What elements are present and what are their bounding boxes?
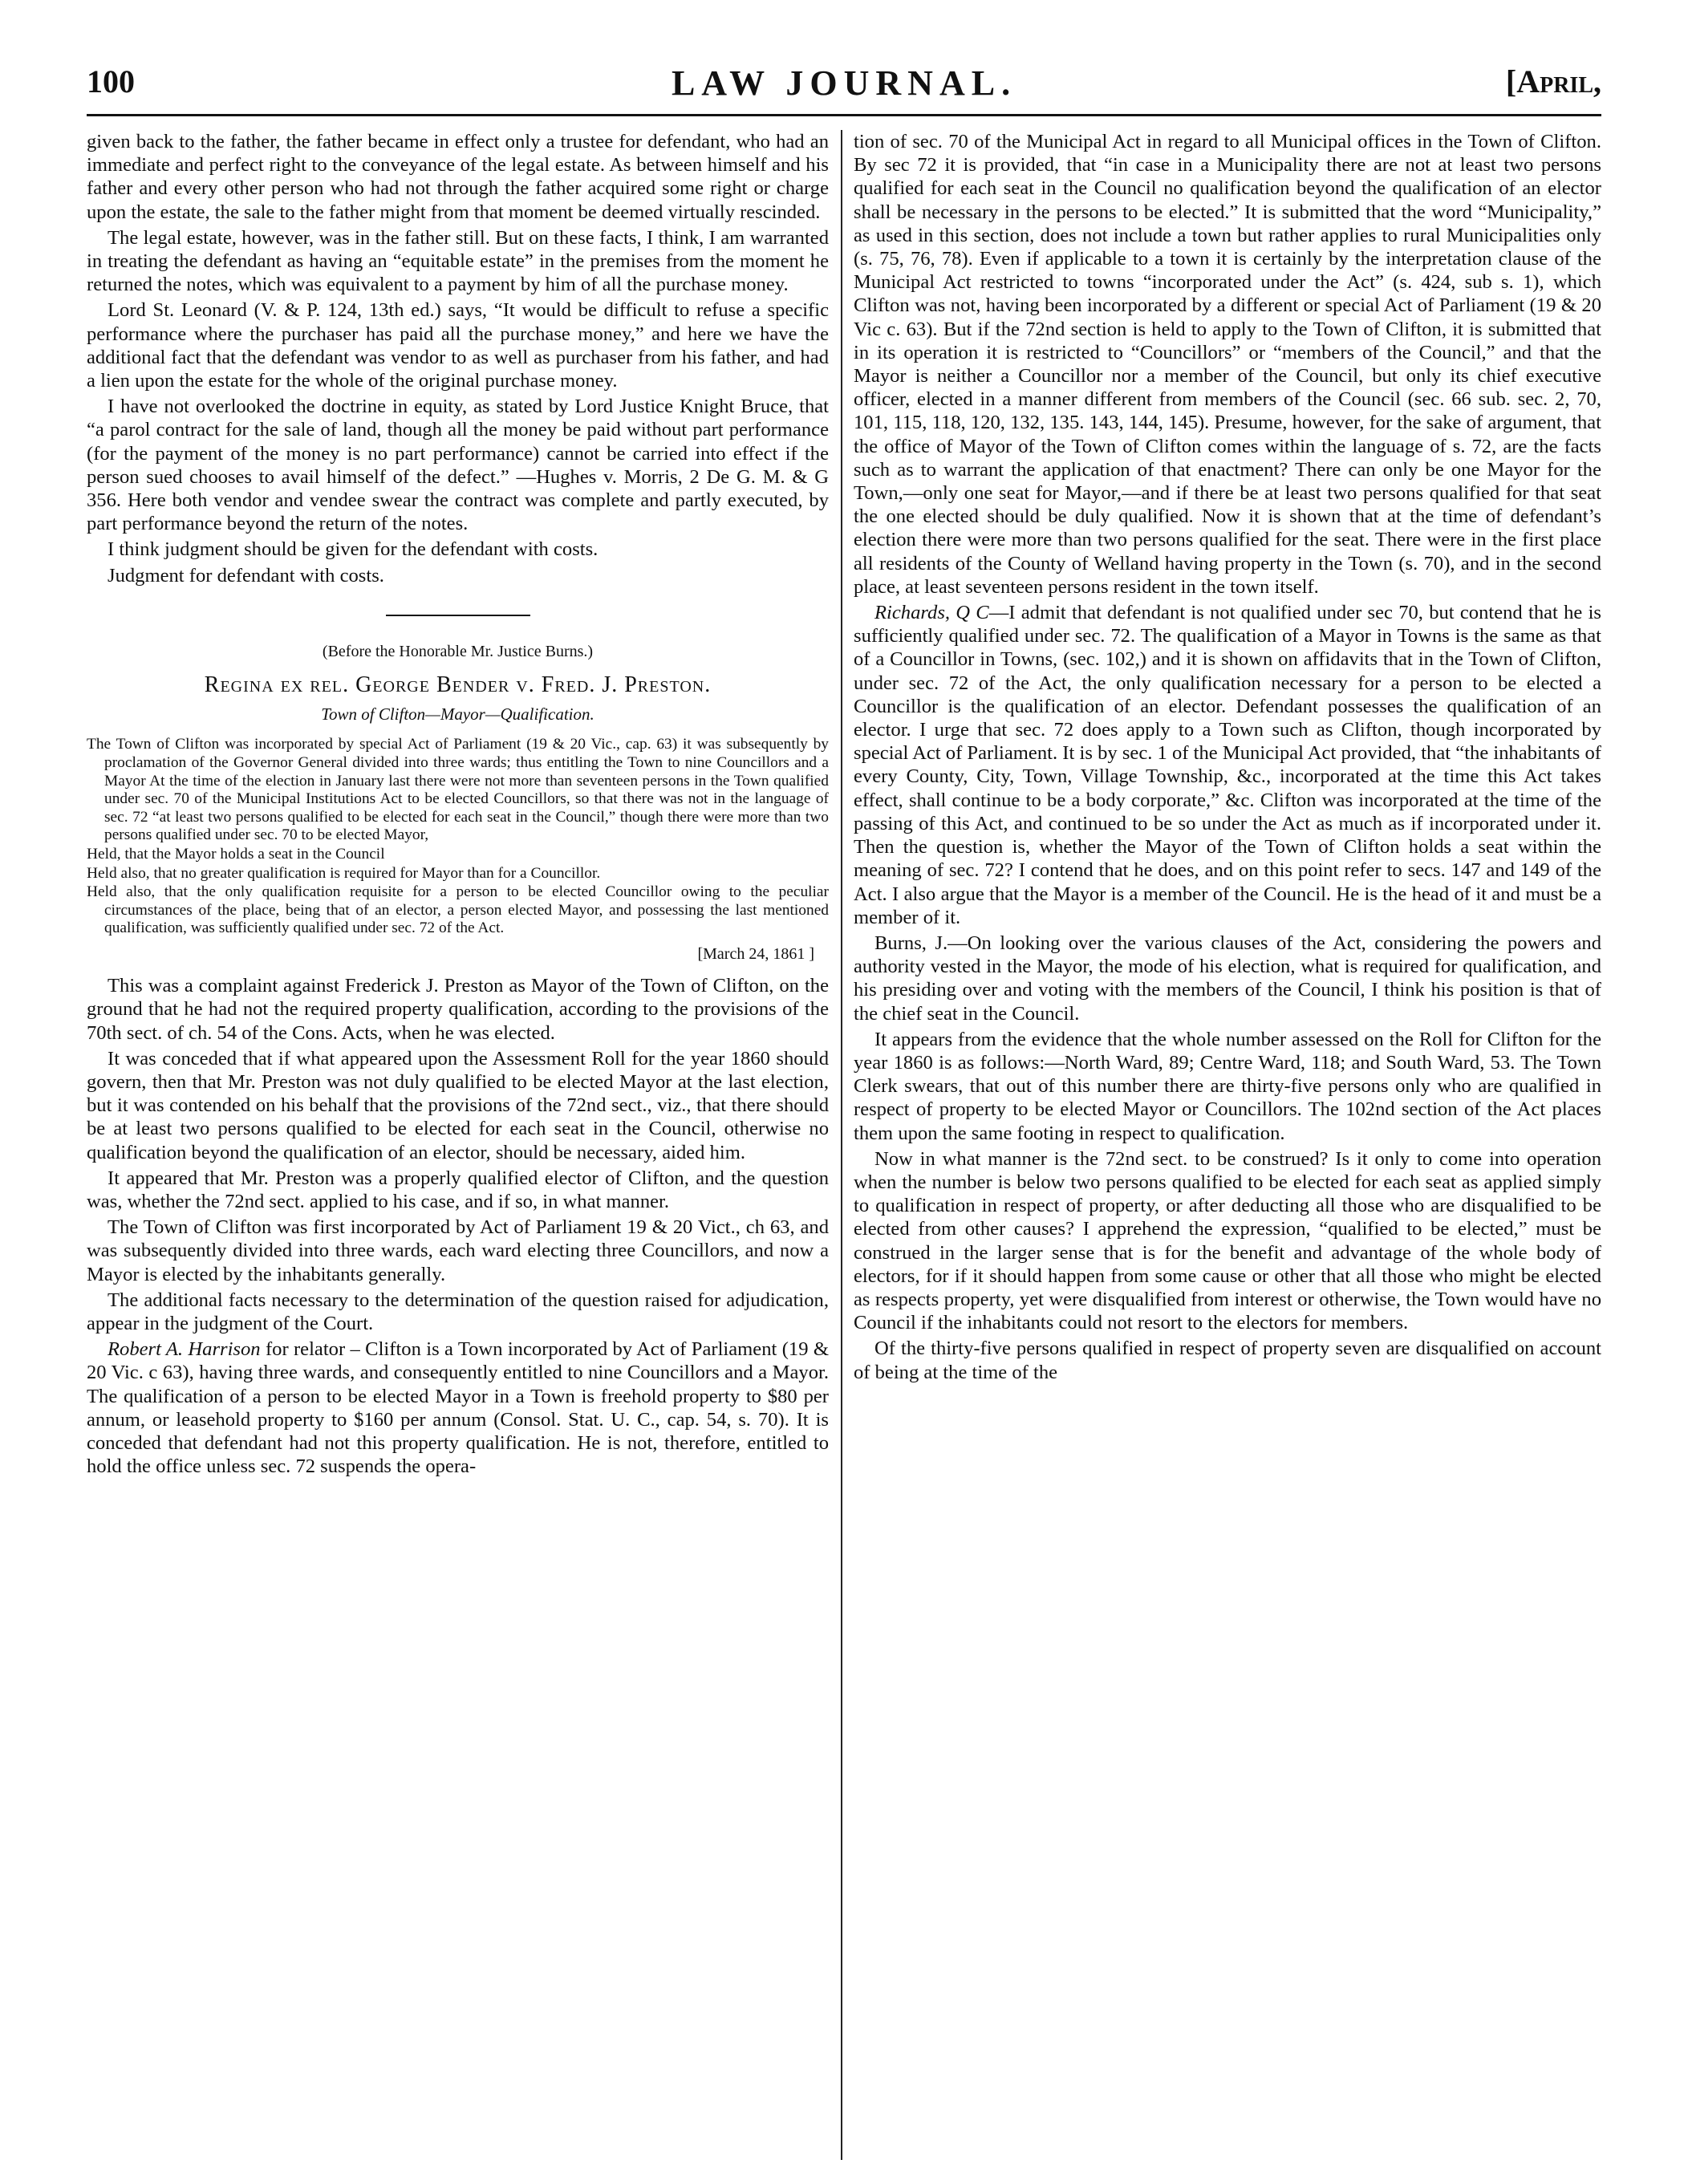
case-subtitle: Town of Clifton—Mayor—Qualification. [321, 704, 594, 725]
journal-title: LAW JOURNAL. [671, 63, 1017, 103]
paragraph: Now in what manner is the 72nd sect. to be construed? Is it only to come into operation when the number is below two persons qualified to be elected for each seat as applied simply to qualification in respect of property, or after deducting all those who are disqualified to be elected from other causes? I apprehend the expression, “qualified to be elected,” must be construed in the larger sense that is for the benefit and advantage of the whole body of electors, for if it should happen from some cause or other that all those who might be elected as respects property, yet were disqualified from interest or otherwise, the Town would have no Council if the inhabitants could not resort to the electors for members. [854, 1147, 1601, 1334]
paragraph [87, 1338, 829, 1478]
paragraph: tion of sec. 70 of the Municipal Act in regard to all Municipal offices in the Town of Clifton. By sec 72 it is provided, that “in case in a Municipality there are not at least two persons qualified for each seat in the Council no qualification beyond the qualification of an elector shall be necessary in the persons to be elected.” It is submitted that the word “Municipality,” as used in this section, does not include a town but rather applies to rural Municipalities only (s. 75, 76, 78). Even if applicable to a town it is certainly by the interpretation clause of the Municipal Act restricted to towns “incorporated under the Act” (s. 424, sub s. 1), which Clifton was not, having been incorporated by a different or special Act of Parliament (19 & 20 Vic c. 63). But if the 72nd section is held to apply to the Town of Clifton, it is submitted that in its operation it is restricted to “Councillors” or “members of the Council,” and that the Mayor is neither a Councillor nor a member of the Council, but only its chief executive officer, elected in a manner different from members of the Council (sec. 66 sub. sec. 2, 70, 101, 115, 118, 120, 132, 135. 143, 144, 145). Presume, however, for the sake of argument, that the office of Mayor of the Town of Clifton comes within the language of s. 72, are the facts such as to warrant the application of that enactment? There can only be one Mayor for the Town,—only one seat for Mayor,—and if there be at least two persons qualified for that seat the one elected should be duly qualified. Now it is shown that at the time of defendant’s election there were more than two persons qualified for the seat. There were in the first place all residents of the County of Welland having property in the Town (s. 70), and in the second place, at least seventeen persons resident in the town itself. [854, 131, 1601, 598]
page-number: 100 [87, 63, 135, 99]
paragraph: The legal estate, however, was in the father still. But on these facts, I think, I am warranted in treating the defendant as having an “equitable estate” in the premises from the moment he returned the notes, which was equivalent to a payment by him of all the purchase money. [87, 226, 829, 296]
right-column [854, 130, 1601, 1386]
paragraph: It appeared that Mr. Preston was a properly qualified elector of Clifton, and the question was, whether the 72nd sect. applied to his case, and if so, in what manner. [87, 1167, 829, 1213]
headnote: Held also, that the only qualification requisite for a person to be elected Councillor owing to the peculiar circumstances of the place, being that of an elector, a person elected Mayor, and possessing the last mentioned qualification, was sufficiently qualified under sec. 72 of the Act. [87, 883, 829, 937]
section-rule [386, 615, 530, 616]
case-title: Regina ex rel. George Bender v. Fred. J. Preston. [204, 672, 712, 698]
paragraph [854, 601, 1601, 929]
paragraph: Lord St. Leonard (V. & P. 124, 13th ed.) says, “It would be difficult to refuse a specific performance where the purchaser has paid all the purchase money,” and here we have the additional fact that the defendant was vendor to as well as purchaser from his father, and had a lien upon the estate for the whole of the original purchase money. [87, 299, 829, 392]
page-header [87, 63, 1601, 116]
left-column [87, 130, 829, 1480]
paragraph: It was conceded that if what appeared upon the Assessment Roll for the year 1860 should govern, then that Mr. Preston was not duly qualified to be elected Mayor at the last election, but it was contended on his behalf that the provisions of the 72nd sect., viz., that there should be at least two persons qualified to be elected for each seat in the Council, otherwise no qualification beyond the qualification of an elector, should be necessary, aided him. [87, 1047, 829, 1163]
paragraph: given back to the father, the father became in effect only a trustee for defendant, who had an immediate and perfect right to the conveyance of the legal estate. As between himself and his father and every other person who had not through the father acquired some right or charge upon the estate, the sale to the father might from that moment be deemed virtually rescinded. [87, 131, 829, 223]
headnote: Held, that the Mayor holds a seat in the Council [87, 846, 385, 863]
counsel-name: Richards, Q C [874, 602, 989, 624]
paragraph: The additional facts necessary to the determination of the question raised for adjudication, appear in the judgment of the Court. [87, 1289, 829, 1335]
column-divider [841, 130, 842, 2160]
paragraph: I have not overlooked the doctrine in equity, as stated by Lord Justice Knight Bruce, that “a parol contract for the sale of land, though all the money be paid without part performance (for the payment of the money is no part performance) cannot be carried into effect if the person sued chooses to avail himself of the defect.” —Hughes v. Morris, 2 De G. M. & G 356. Here both vendor and vendee swear the contract was complete and partly executed, by part performance beyond the return of the notes. [87, 396, 829, 535]
paragraph: Judgment for defendant with costs. [108, 564, 384, 587]
paragraph-text: for relator – Clifton is a Town incorporated by Act of Parliament (19 & 20 Vic. c 63), having three wards, and consequently entitled to nine Councillors and a Mayor. The qualification of a person to be elected Mayor in a Town is freehold property to $80 per annum, or leasehold property to $160 per annum (Consol. Stat. U. C., cap. 54, s. 70). It is conceded that defendant had not this property qualification. He is not, therefore, entitled to hold the office unless sec. 72 suspends the opera- [87, 1338, 829, 1478]
issue-month: [April, [1505, 63, 1601, 99]
counsel-name: Robert A. Harrison [108, 1338, 261, 1361]
paragraph: Burns, J.—On looking over the various clauses of the Act, considering the powers and authority vested in the Mayor, the mode of his election, what is required for qualification, and his presiding over and voting with the members of the Council, I think his position is that of the chief seat in the Council. [854, 932, 1601, 1025]
headnote: Held also, that no greater qualification is required for Mayor than for a Councillor. [87, 864, 601, 882]
paragraph: I think judgment should be given for the defendant with costs. [108, 538, 599, 561]
decision-date: [March 24, 1861 ] [697, 945, 814, 963]
case-court: (Before the Honorable Mr. Justice Burns.) [322, 642, 594, 660]
headnote: The Town of Clifton was incorporated by special Act of Parliament (19 & 20 Vic., cap. 63) it was subsequently by proclamation of the Governor General divided into three wards; thus entitling the Town to nine Councillors and a Mayor At the time of the election in January last there were not more than seventeen persons in the Town qualified under sec. 70 of the Municipal Institutions Act to be elected Councillors, so that there was not in the language of sec. 72 “at least two persons qualified to be elected for each seat in the Council,” though there were more than two persons qualified under sec. 70 to be elected Mayor, [87, 736, 829, 844]
paragraph: This was a complaint against Frederick J. Preston as Mayor of the Town of Clifton, on the ground that he had not the required property qualification, according to the provisions of the 70th sect. of ch. 54 of the Cons. Acts, when he was elected. [87, 975, 829, 1044]
paragraph: The Town of Clifton was first incorporated by Act of Parliament 19 & 20 Vict., ch 63, and was subsequently divided into three wards, each ward electing three Councillors, and now a Mayor is elected by the inhabitants generally. [87, 1216, 829, 1285]
paragraph: Of the thirty-five persons qualified in respect of property seven are disqualified on account of being at the time of the [854, 1338, 1601, 1383]
paragraph: It appears from the evidence that the whole number assessed on the Roll for Clifton for the year 1860 is as follows:—North Ward, 89; Centre Ward, 118; and South Ward, 53. The Town Clerk swears, that out of this number there are thirty-five persons only who are qualified in respect of property to be elected Mayor or Councillors. The 102nd section of the Act places them upon the same footing in respect to qualification. [854, 1028, 1601, 1144]
paragraph-text: —I admit that defendant is not qualified under sec 70, but contend that he is sufficiently qualified under sec. 72. The qualification of a Mayor in Towns is the same as that of a Councillor in Towns, (sec. 102,) and it is shown on affidavits that in the Town of Clifton, under sec. 72 of the Act, the only qualification necessary for a person to be elected a Councillor is the qualification of an elector. Defendant possesses the qualification of an elector. I urge that sec. 72 does apply to a Town such as Clifton, though incorporated by special Act of Parliament. It is by sec. 1 of the Municipal Act provided, that “the inhabitants of every County, City, Town, Village Township, &c., incorporated at the time this Act takes effect, shall continue to be a body corporate,” &c. Clifton was incorporated at the time of the passing of this Act, and continued to be so under the Act as much as if incorporated under it. Then the question is, whether the Mayor of the Town of Clifton holds a seat within the meaning of sec. 72? I contend that he does, and on this point refer to secs. 147 and 149 of the Act. I also argue that the Mayor is a member of the Council. He is the head of it and must be a member of it. [854, 602, 1601, 928]
